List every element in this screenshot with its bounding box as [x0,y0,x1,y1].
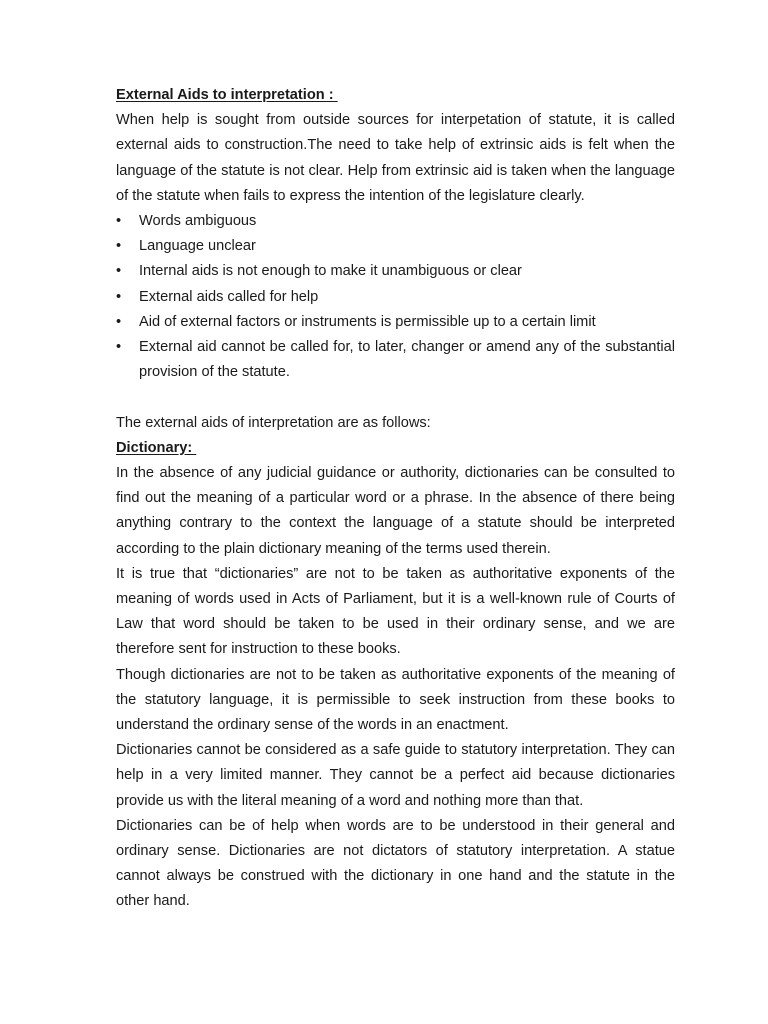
body-paragraph: Dictionaries cannot be considered as a safe guide to statutory interpretation. They can help in a very limited manner. They cannot be a perfect aid because dictionaries provide us with the literal meaning of a word and nothing more than that. [116,742,675,809]
list-item-text: Aid of external factors or instruments is permissible up to a certain limit [139,313,596,330]
body-paragraph: It is true that “dictionaries” are not to be taken as authoritative exponents of the meaning of words used in Acts of Parliament, but it is a well-known rule of Courts of Law that word should be taken to be used in their ordinary sense, and we are therefore sent for instruction to these books. [116,565,675,658]
lead-paragraph: The external aids of interpretation are as follows: [116,414,431,431]
list-item [116,209,675,234]
list-item [116,335,675,385]
bullet-glyph: • [116,313,122,330]
list-item-text: Internal aids is not enough to make it unambiguous or clear [139,263,522,280]
list-item [116,259,675,284]
list-item-text: External aids called for help [139,288,319,305]
intro-paragraph: When help is sought from outside sources for interpetation of statute, it is called external aids to construction.The need to take help of extrinsic aids is felt when the language of the statute is not clear. Help from extrinsic aid is taken when the language of the statute when fails to express the intention of the legislature clearly. [116,112,675,204]
list-item [116,285,675,310]
bullet-glyph: • [116,213,122,230]
bullet-list [116,209,675,385]
list-item [116,310,675,335]
document-page [116,83,675,915]
section-heading-dictionary: Dictionary: [116,439,197,456]
list-item [116,234,675,259]
list-item-text: External aid cannot be called for, to later, changer or amend any of the substantial provision of the statute. [139,339,675,381]
bullet-glyph: • [116,339,122,356]
bullet-glyph: • [116,238,122,255]
body-paragraph: Dictionaries can be of help when words are to be understood in their general and ordinary sense. Dictionaries are not dictators of statutory interpretation. A statue cannot always be construed with the dictionary in one hand and the statute in the other hand. [116,817,675,910]
body-paragraph: In the absence of any judicial guidance or authority, dictionaries can be consulted to find out the meaning of a particular word or a phrase. In the absence of there being anything contrary to the context the language of a statute should be interpreted according to the plain dictionary meaning of the terms used therein. [116,465,675,557]
body-paragraph: Though dictionaries are not to be taken as authoritative exponents of the meaning of the statutory language, it is permissible to seek instruction from these books to understand the ordinary sense of the words in an enactment. [116,666,675,734]
blank-line [116,385,675,410]
bullet-glyph: • [116,288,122,305]
section-heading-external-aids: External Aids to interpretation : [116,87,338,103]
list-item-text: Words ambiguous [139,213,257,230]
bullet-glyph: • [116,263,122,280]
list-item-text: Language unclear [139,238,256,255]
